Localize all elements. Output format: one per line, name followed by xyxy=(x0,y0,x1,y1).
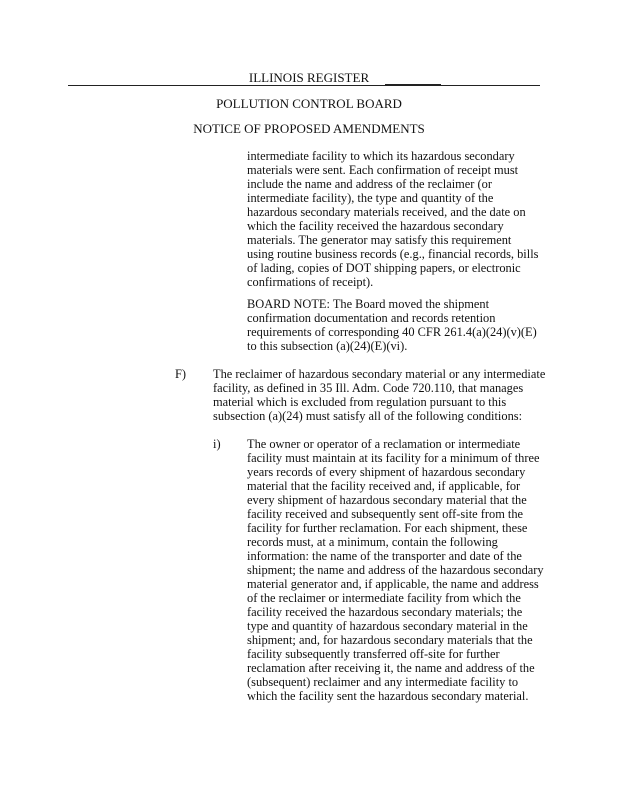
text-line: facility, as defined in 35 Ill. Adm. Code 720.110, that manages xyxy=(213,381,524,395)
header-rule xyxy=(68,85,540,86)
text-line: The reclaimer of hazardous secondary material or any intermediate xyxy=(213,367,546,381)
text-line: every shipment of hazardous secondary material that the xyxy=(247,493,527,507)
text-line: materials. The generator may satisfy this requirement xyxy=(247,233,512,247)
text-line: shipment; and, for hazardous secondary materials that the xyxy=(247,633,533,647)
register-title: ILLINOIS REGISTER xyxy=(248,70,370,85)
text-line: to this subsection (a)(24)(E)(vi). xyxy=(247,339,408,353)
section-i-label: i) xyxy=(213,437,221,451)
text-line: material that the facility received and, if applicable, for xyxy=(247,479,521,493)
text-line: intermediate facility), the type and quantity of the xyxy=(247,191,494,205)
text-line: which the facility sent the hazardous secondary material. xyxy=(247,689,529,703)
text-line: facility must maintain at its facility for a minimum of three xyxy=(247,451,540,465)
text-line: material which is excluded from regulation pursuant to this xyxy=(213,395,507,409)
section-f-label: F) xyxy=(175,367,187,381)
text-line: facility received and subsequently sent off-site from the xyxy=(247,507,524,521)
text-line: intermediate facility to which its hazardous secondary xyxy=(247,149,515,163)
agency-title: POLLUTION CONTROL BOARD xyxy=(216,96,402,111)
board-note xyxy=(247,297,537,353)
text-line: using routine business records (e.g., financial records, bills xyxy=(247,247,539,261)
text-line: confirmation documentation and records retention xyxy=(247,311,496,325)
text-line: information: the name of the transporter and date of the xyxy=(247,549,522,563)
text-line: type and quantity of hazardous secondary material in the xyxy=(247,619,528,633)
text-line: shipment; the name and address of the hazardous secondary xyxy=(247,563,544,577)
text-line: which the facility received the hazardous secondary xyxy=(247,219,504,233)
text-line: BOARD NOTE: The Board moved the shipment xyxy=(247,297,490,311)
text-line: materials were sent. Each confirmation of receipt must xyxy=(247,163,519,177)
text-line: confirmations of receipt). xyxy=(247,275,374,289)
text-line: reclamation after receiving it, the name and address of the xyxy=(247,661,535,675)
section-i-text xyxy=(247,437,544,703)
text-line: records must, at a minimum, contain the following xyxy=(247,535,498,549)
text-line: subsection (a)(24) must satisfy all of the following conditions: xyxy=(213,409,523,423)
text-line: include the name and address of the reclaimer (or xyxy=(247,177,492,191)
text-line: material generator and, if applicable, the name and address xyxy=(247,577,539,591)
text-line: (subsequent) reclaimer and any intermediate facility to xyxy=(247,675,519,689)
text-line: of lading, copies of DOT shipping papers, or electronic xyxy=(247,261,521,275)
text-line: years records of every shipment of hazardous secondary xyxy=(247,465,526,479)
text-line: requirements of corresponding 40 CFR 261.4(a)(24)(v)(E) xyxy=(247,325,537,339)
text-line: facility subsequently transferred off-site for further xyxy=(247,647,500,661)
notice-title: NOTICE OF PROPOSED AMENDMENTS xyxy=(193,121,425,136)
text-line: facility received the hazardous secondary materials; the xyxy=(247,605,523,619)
text-line: The owner or operator of a reclamation or intermediate xyxy=(247,437,521,451)
section-f-text xyxy=(213,367,545,423)
text-line: hazardous secondary materials received, and the date on xyxy=(247,205,526,219)
text-line: of the reclaimer or intermediate facility from which the xyxy=(247,591,521,605)
text-line: facility for further reclamation. For each shipment, these xyxy=(247,521,528,535)
continuation-paragraph xyxy=(247,149,538,289)
header-rule-mark xyxy=(385,84,441,86)
